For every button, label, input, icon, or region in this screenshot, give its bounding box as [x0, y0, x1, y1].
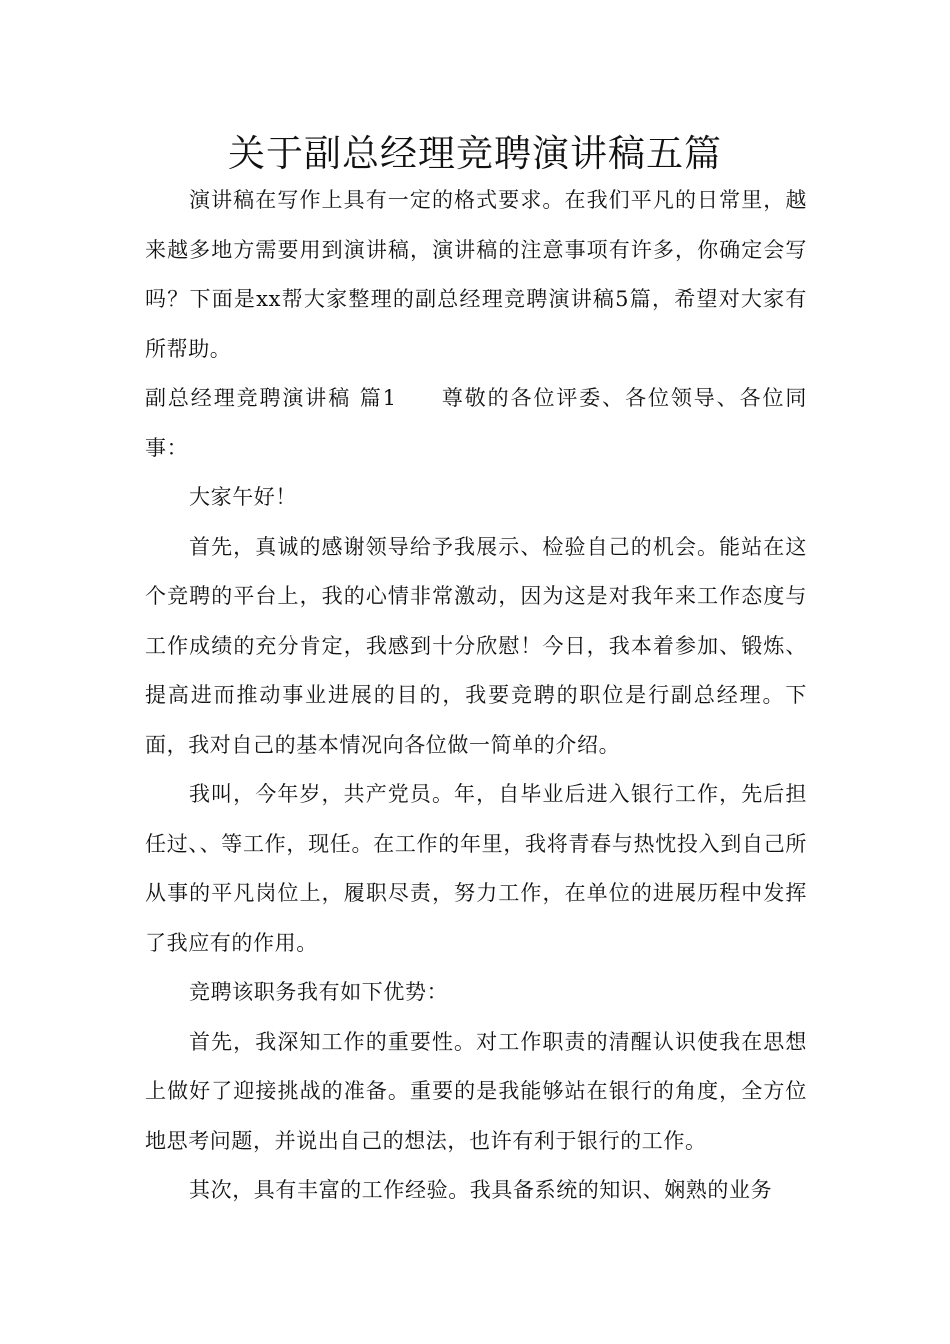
intro-paragraph: 演讲稿在写作上具有一定的格式要求。在我们平凡的日常里，越来越多地方需要用到演讲稿，演讲稿的注意事项有许多，你确定会写吗？下面是xx帮大家整理的副总经理竞聘演讲稿5篇，希望对大家有所帮助。 — [145, 188, 807, 361]
thanks-paragraph: 首先，真诚的感谢领导给予我展示、检验自己的机会。能站在这个竞聘的平台上，我的心情非常激动，因为这是对我年来工作态度与工作成绩的充分肯定，我感到十分欣慰！今日，我本着参加、锻炼、提高进而推动事业进展的目的，我要竞聘的职位是行副总经理。下面，我对自己的基本情况向各位做一简单的介绍。 — [145, 534, 807, 757]
document-title: 关于副总经理竞聘演讲稿五篇 — [228, 132, 722, 175]
document-body — [145, 176, 807, 1216]
salutation-paragraph: 大家午好！ — [189, 485, 297, 509]
advantage-second-paragraph: 其次，具有丰富的工作经验。我具备系统的知识、娴熟的业务 — [189, 1178, 773, 1202]
advantages-heading: 竞聘该职务我有如下优势： — [189, 980, 449, 1004]
advantage-first-paragraph: 首先，我深知工作的重要性。对工作职责的清醒认识使我在思想上做好了迎接挑战的准备。重要的是我能够站在银行的角度，全方位地思考问题，并说出自己的想法，也许有利于银行的工作。 — [145, 1029, 807, 1153]
greeting-text: 尊敬的各位评委、各位领导、各位同事： — [145, 386, 807, 460]
section-heading: 副总经理竞聘演讲稿 篇1 — [145, 386, 397, 410]
section-heading-line — [145, 374, 807, 473]
self-intro-paragraph: 我叫，今年岁，共产党员。年，自毕业后进入银行工作，先后担任过、、等工作，现任。在工作的年里，我将青春与热忱投入到自己所从事的平凡岗位上，履职尽责，努力工作，在单位的进展历程中发挥了我应有的作用。 — [145, 782, 807, 955]
